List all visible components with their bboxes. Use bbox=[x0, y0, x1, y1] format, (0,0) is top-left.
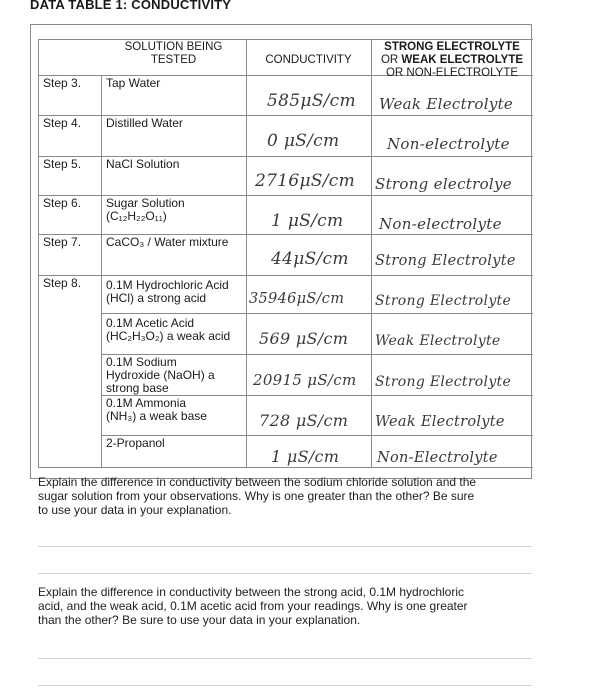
electrolyte-type: Non-electrolyte bbox=[379, 215, 502, 233]
col-divider bbox=[371, 39, 372, 467]
solution-name: 2-Propanol bbox=[106, 436, 165, 450]
conductivity-value: 0 μS/cm bbox=[267, 131, 340, 151]
conductivity-value: 20915 μS/cm bbox=[253, 371, 357, 389]
answer-line[interactable] bbox=[38, 573, 532, 574]
conductivity-value: 35946μS/cm bbox=[249, 291, 345, 307]
conductivity-value: 1 μS/cm bbox=[271, 447, 340, 466]
col-divider bbox=[101, 75, 102, 467]
step-label: Step 8. bbox=[43, 276, 82, 290]
row-divider bbox=[101, 313, 533, 314]
col-divider bbox=[246, 39, 247, 467]
electrolyte-type: Weak Electrolyte bbox=[375, 333, 501, 349]
solution-name: Distilled Water bbox=[106, 116, 183, 130]
solution-name: CaCO₃ / Water mixture bbox=[106, 235, 229, 249]
table-title: DATA TABLE 1: CONDUCTIVITY bbox=[30, 0, 232, 12]
row-divider bbox=[38, 275, 533, 276]
solution-name: 0.1M Hydrochloric Acid (HCl) a strong acid bbox=[106, 278, 229, 305]
electrolyte-type: Non-electrolyte bbox=[387, 135, 510, 153]
question-nacl-vs-sugar: Explain the difference in conductivity between the sodium chloride solution and the sugar solution from your observations. Why is one greater than the other? Be sure to use your data in your explanation. bbox=[38, 475, 477, 517]
conductivity-value: 728 μS/cm bbox=[259, 411, 349, 430]
electrolyte-type: Strong Electrolyte bbox=[375, 374, 512, 390]
conductivity-value: 1 μS/cm bbox=[271, 211, 344, 231]
electrolyte-type: Weak Electrolyte bbox=[379, 95, 514, 113]
col-divider bbox=[38, 39, 39, 467]
header-electrolyte-type: STRONG ELECTROLYTE OR WEAK ELECTROLYTE OR NON-ELECTROLYTE bbox=[380, 41, 524, 79]
electrolyte-type: Strong Electrolyte bbox=[375, 293, 512, 309]
solution-name: 0.1M Acetic Acid (HC₂H₃O₂) a weak acid bbox=[106, 316, 231, 343]
row-divider bbox=[38, 39, 533, 40]
step-label: Step 7. bbox=[43, 235, 82, 249]
conductivity-value: 585μS/cm bbox=[267, 91, 356, 111]
row-divider bbox=[101, 435, 533, 436]
electrolyte-type: Non-Electrolyte bbox=[377, 450, 498, 466]
answer-line[interactable] bbox=[38, 546, 532, 547]
solution-name: Tap Water bbox=[106, 76, 161, 90]
answer-line[interactable] bbox=[38, 685, 532, 686]
electrolyte-type: Strong Electrolyte bbox=[375, 253, 516, 269]
step-label: Step 5. bbox=[43, 157, 82, 171]
electrolyte-type: Weak Electrolyte bbox=[375, 414, 505, 430]
solution-name: Sugar Solution (C₁₂H₂₂O₁₁) bbox=[106, 196, 185, 223]
question-hcl-vs-acetic: Explain the difference in conductivity between the strong acid, 0.1M hydrochloric acid, and the weak acid, 0.1M acetic acid from your readings. Why is one greater than the other? Be sure to use your data in your explanation. bbox=[38, 585, 468, 627]
header-solution: SOLUTION BEING TESTED bbox=[124, 41, 223, 66]
electrolyte-type: Strong electrolye bbox=[375, 175, 512, 193]
conductivity-value: 2716μS/cm bbox=[255, 171, 356, 191]
step-label: Step 4. bbox=[43, 116, 82, 130]
conductivity-value: 44μS/cm bbox=[271, 249, 349, 269]
step-label: Step 6. bbox=[43, 196, 82, 210]
header-conductivity: CONDUCTIVITY bbox=[265, 54, 352, 66]
solution-name: NaCl Solution bbox=[106, 157, 180, 171]
solution-name: 0.1M Sodium Hydroxide (NaOH) a strong base bbox=[106, 355, 215, 395]
data-table bbox=[30, 24, 532, 479]
row-divider bbox=[38, 467, 533, 468]
conductivity-value: 569 μS/cm bbox=[259, 329, 349, 348]
step-label: Step 3. bbox=[43, 76, 82, 90]
answer-line[interactable] bbox=[38, 658, 532, 659]
solution-name: 0.1M Ammonia (NH₃) a weak base bbox=[106, 396, 207, 423]
